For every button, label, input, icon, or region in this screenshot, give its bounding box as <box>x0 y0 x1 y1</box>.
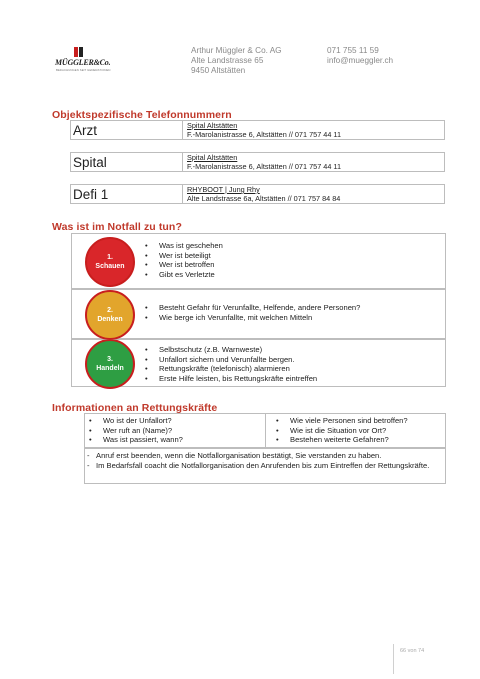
company-contact <box>327 46 393 66</box>
list-item: • Was ist passiert, wann? <box>89 435 183 445</box>
phone-row-defi <box>70 184 445 204</box>
list-item: • Besteht Gefahr für Verunfallte, Helfende, andere Personen? <box>145 303 360 313</box>
emergency-step-denken <box>71 289 446 339</box>
phone-row-address: Alte Landstrasse 6a, Altstätten // 071 757 84 84 <box>187 194 341 203</box>
list-item: • Was ist geschehen <box>145 241 223 251</box>
step-circle-icon <box>85 237 135 287</box>
logo-wordmark: MÜGGLER&Co. <box>55 58 111 67</box>
phone-row-address: F.-Marolanistrasse 6, Altstätten // 071 757 44 11 <box>187 130 341 139</box>
list-item: • Wer ist beteiligt <box>145 251 223 261</box>
page-number: 66 von 74 <box>400 648 425 654</box>
logo-mark-icon <box>74 47 83 57</box>
page-footer <box>393 644 454 674</box>
list-item: • Wie ist die Situation vor Ort? <box>276 426 408 436</box>
step-label: Schauen <box>95 263 125 270</box>
list-item: • Wie berge ich Verunfallte, mit welchen Mitteln <box>145 313 360 323</box>
info-questions-right <box>276 416 408 445</box>
note-item: - Im Bedarfsfall coacht die Notfallorganisation den Anrufenden bis zum Eintreffen der Rettungskräfte. <box>87 460 430 470</box>
list-item: • Unfallort sichern und Verunfallte bergen. <box>145 355 317 365</box>
company-address <box>191 46 282 76</box>
phones-title: Objektspezifische Telefonnummern <box>52 109 232 121</box>
list-item: • Rettungskräfte (telefonisch) alarmieren <box>145 364 317 374</box>
list-item: • Erste Hilfe leisten, bis Rettungskräfte eintreffen <box>145 374 317 384</box>
phone-row-label: Spital <box>73 155 107 170</box>
phone-row-spital <box>70 152 445 172</box>
list-item: • Wo ist der Unfallort? <box>89 416 183 426</box>
company-email[interactable]: info@mueggler.ch <box>327 56 394 65</box>
step-items <box>145 303 360 322</box>
phone-row-label: Arzt <box>73 123 98 138</box>
step-label: Handeln <box>96 365 124 372</box>
phone-row-address: F.-Marolanistrasse 6, Altstätten // 071 757 44 11 <box>187 162 341 171</box>
step-items <box>145 241 223 279</box>
list-item: • Wie viele Personen sind betroffen? <box>276 416 408 426</box>
company-street: Alte Landstrasse 65 <box>191 56 264 65</box>
list-item: • Wer ist betroffen <box>145 260 223 270</box>
list-item: • Bestehen weiterte Gefahren? <box>276 435 408 445</box>
step-items <box>145 345 317 383</box>
company-logo <box>55 47 115 75</box>
info-notes-box <box>84 448 446 484</box>
step-number: 1. <box>107 254 113 261</box>
info-title: Informationen an Rettungskräfte <box>52 402 218 414</box>
company-name: Arthur Müggler & Co. AG <box>191 46 282 55</box>
note-item: - Anruf erst beenden, wenn die Notfallorganisation bestätigt, Sie verstanden zu haben. <box>87 451 382 460</box>
step-circle-icon <box>85 339 135 389</box>
emergency-step-handeln <box>71 339 446 387</box>
list-item: • Selbstschutz (z.B. Warnweste) <box>145 345 317 355</box>
emergency-title: Was ist im Notfall zu tun? <box>52 221 182 233</box>
list-item: • Gibt es Verletzte <box>145 270 223 280</box>
phone-row-arzt <box>70 120 445 140</box>
info-questions-left <box>89 416 183 445</box>
phone-row-label: Defi 1 <box>73 187 109 202</box>
phone-row-name[interactable]: Spital Altstätten <box>187 153 238 162</box>
phone-row-name[interactable]: RHYBOOT | Jung Rhy <box>187 185 260 194</box>
step-circle-icon <box>85 290 135 340</box>
step-label: Denken <box>97 316 123 323</box>
info-questions-box <box>84 413 446 448</box>
step-number: 3. <box>107 356 113 363</box>
company-phone: 071 755 11 59 <box>327 46 379 55</box>
logo-tagline: BEDACHUNGEN SEIT GENERATIONEN <box>56 68 111 72</box>
info-notes <box>87 451 437 470</box>
phone-row-name[interactable]: Spital Altstätten <box>187 121 238 130</box>
company-city: 9450 Altstätten <box>191 66 246 75</box>
list-item: • Wer ruft an (Name)? <box>89 426 183 436</box>
emergency-step-schauen <box>71 233 446 289</box>
step-number: 2. <box>107 307 113 314</box>
